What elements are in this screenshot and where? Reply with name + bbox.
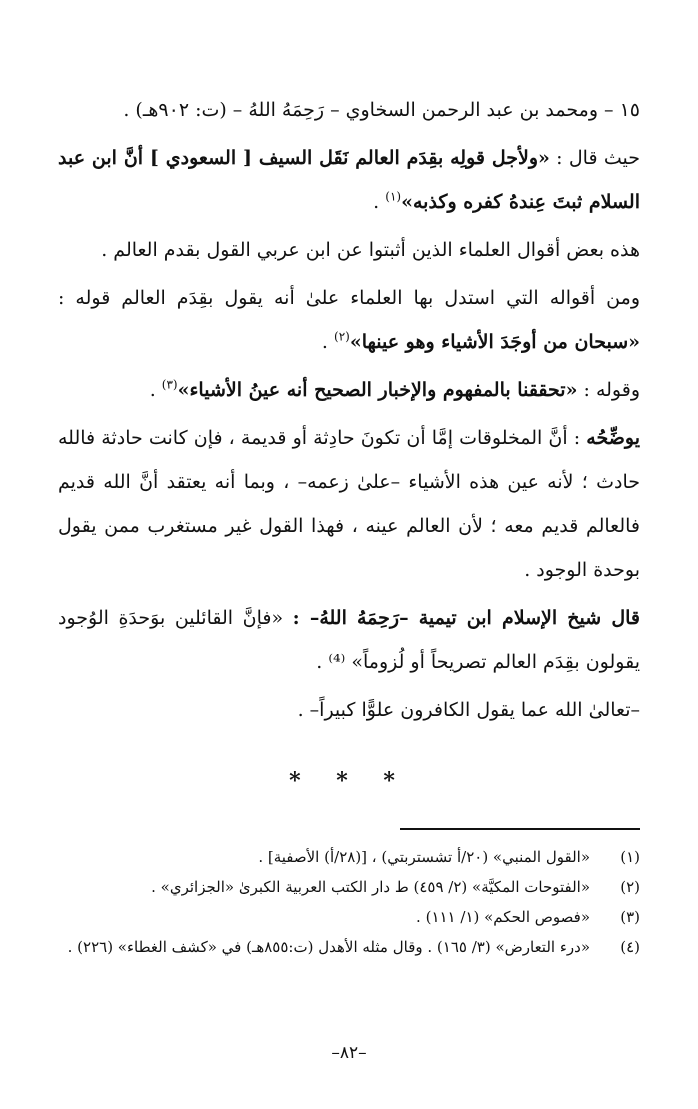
paragraph-text: هذه بعض أقوال العلماء الذين أثبتوا عن ابن عربي القول بقدم العالم .: [101, 239, 640, 261]
quote-text: «تحققنا بالمفهوم والإخبار الصحيح أنه عينُ الأشياء»: [177, 379, 578, 401]
paragraph-sakhawi: [58, 88, 640, 132]
paragraph-text: حيث قال :: [549, 147, 640, 169]
footnote-divider: [400, 828, 640, 830]
footnote-text: «درء التعارض» (٣/ ١٦٥) . وقال مثله الأهدل (ت:٨٥٥هـ) في «كشف الغطاء» (٢٢٦) .: [67, 938, 590, 956]
footnote-item: [58, 932, 640, 962]
paragraph-text: ١٥ – ومحمد بن عبد الرحمن السخاوي – رَحِمَهُ اللهُ – (ت: ٩٠٢هـ) .: [123, 99, 640, 121]
footnote-ref: (٣): [161, 377, 178, 392]
paragraph-text: : أنَّ المخلوقات إمَّا أن تكونَ حادِثة أو قديمة ، فإن كانت حادثة فالله حادث ؛ لأنه عين هذه الأشياء –علىٰ زعمه– ، وبما أنه يعتقد أنَّ الله قديم فالعالم قديم معه ؛ لأن العالم عينه ، فهذا القول غير مستغرب ممن يقول بوحدة الوجود .: [58, 427, 640, 581]
paragraph-text: .: [373, 191, 386, 213]
paragraph-ibn-taymiyya: [58, 596, 640, 684]
section-separator: * * *: [289, 768, 409, 794]
paragraph-text: وقوله :: [577, 379, 640, 401]
quote-attribution: قال شيخ الإسلام ابن تيمية –رَحِمَهُ اللهُ– :: [292, 607, 640, 629]
footnote-text: «الفتوحات المكيَّة» (٢/ ٤٥٩) ط دار الكتب العربية الكبرىٰ «الجزائري» .: [151, 878, 590, 896]
footnote-ref: (١): [385, 189, 402, 204]
footnote-item: [58, 902, 640, 932]
paragraph-sayings: [58, 276, 640, 364]
paragraph-text: ومن أقواله التي استدل بها العلماء علىٰ أنه يقول بقِدَم العالم قوله :: [58, 287, 640, 309]
quote-text: «ولأجل قولِه بقِدَم العالم نَقَل السيف [ السعودي ] أنَّ ابن عبد السلام ثبتَ عِندهُ كفره وكذبه»: [58, 147, 640, 213]
footnote-text: «فصوص الحكم» (١/ ١١١) .: [416, 908, 590, 926]
footnote-text: «القول المنبي» (٢٠/أ تشستربتي) ، [(٢٨/أ) الأصفية] .: [258, 848, 590, 866]
paragraph-text: .: [149, 379, 162, 401]
footnote-number: (٣): [620, 908, 640, 926]
footnotes: [58, 842, 640, 962]
paragraph-saying-2: [58, 368, 640, 412]
main-text: [58, 88, 640, 736]
paragraph-closing: [58, 688, 640, 732]
paragraph-text: «فإنَّ القائلين بوَحدَةِ الوُجود يقولون بقِدَم العالم تصريحاً أو لُزوماً» ⁽⁴⁾ .: [58, 607, 640, 673]
footnote-ref: (٢): [334, 329, 350, 344]
paragraph-explanation: [58, 416, 640, 592]
footnote-number: (١): [620, 848, 640, 866]
quote-text: «سبحان من أوجَدَ الأشياء وهو عينها»: [349, 331, 640, 353]
paragraph-summary: [58, 228, 640, 272]
paragraph-text: .: [321, 331, 335, 353]
page-number: –٨٢–: [331, 1043, 367, 1063]
footnote-number: (٤): [620, 938, 640, 956]
paragraph-text: –تعالىٰ الله عما يقول الكافرون علوًّا كبيراً– .: [297, 699, 640, 721]
footnote-number: (٢): [620, 878, 640, 896]
footnote-item: [58, 842, 640, 872]
footnote-item: [58, 872, 640, 902]
explanation-heading: يوضِّحُه: [586, 427, 640, 449]
paragraph-quote-sakhawi: [58, 136, 640, 224]
